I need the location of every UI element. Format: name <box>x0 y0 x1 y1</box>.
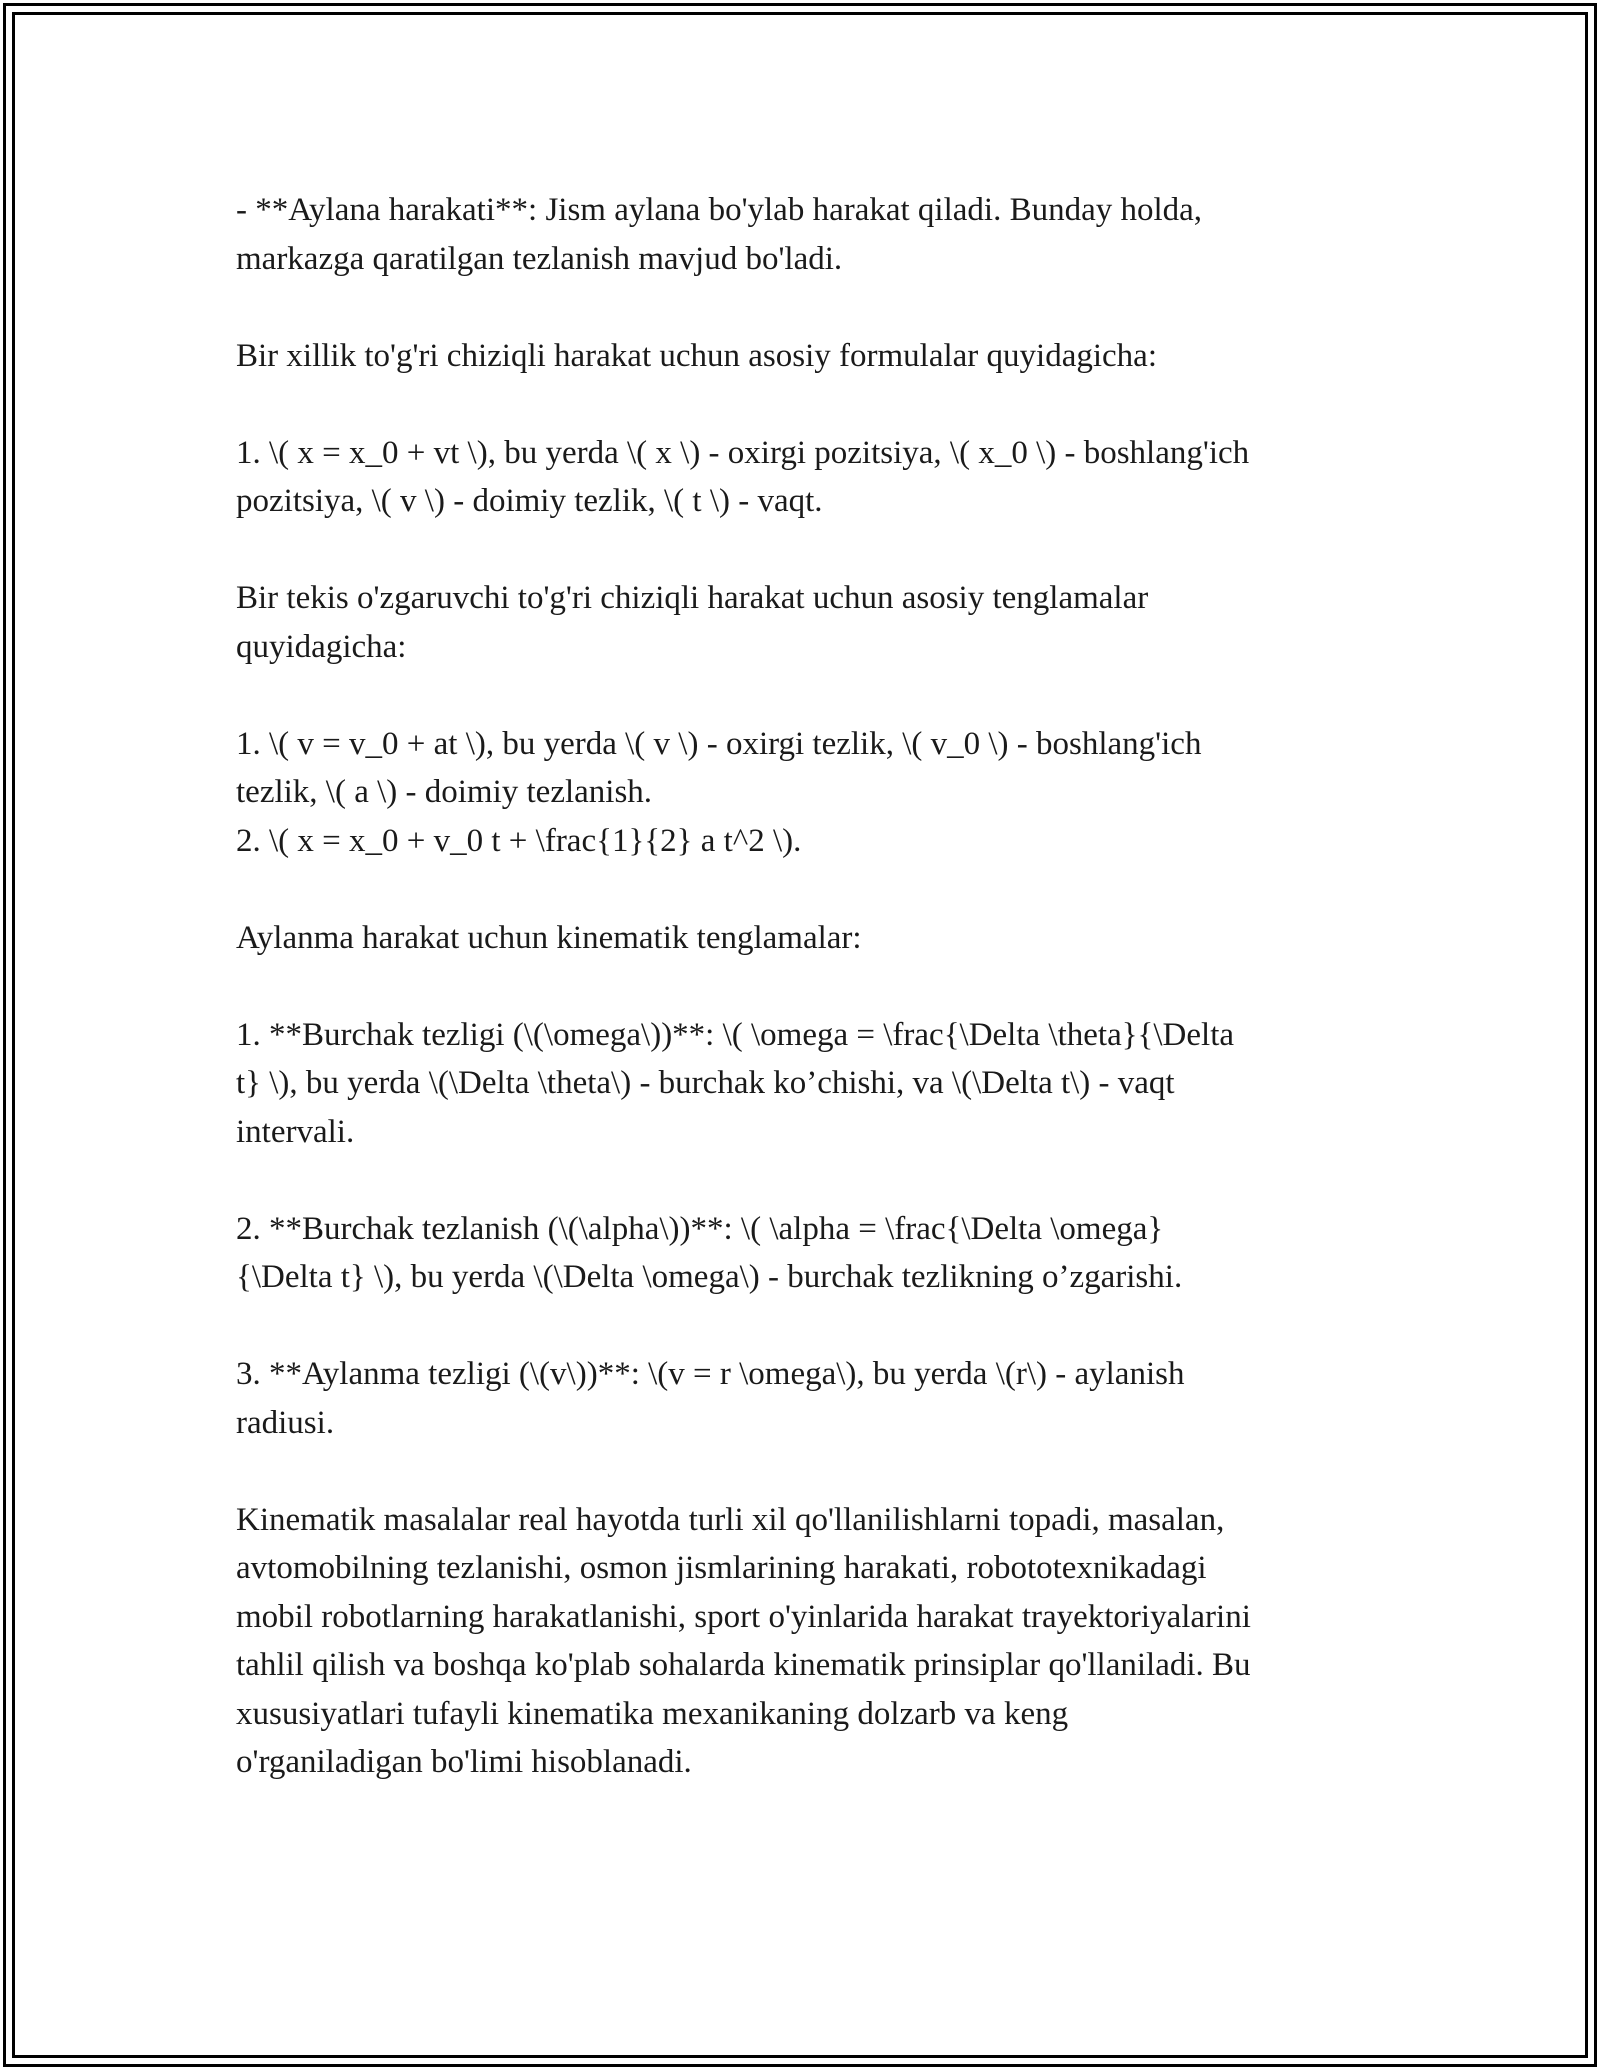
text-line: 2. \( x = x_0 + v_0 t + \frac{1}{2} a t^2 \). <box>236 822 802 859</box>
text-line: 1. \( x = x_0 + vt \), bu yerda \( x \) - oxirgi pozitsiya, \( x_0 \) - boshlang'ich <box>236 434 1250 471</box>
paragraph-angular-velocity <box>236 1011 1376 1157</box>
text-line: t} \), bu yerda \(\Delta \theta\) - burchak ko’chishi, va \(\Delta t\) - vaqt <box>236 1065 1175 1101</box>
paragraph-applications <box>236 1496 1376 1787</box>
text-line: {\Delta t} \), bu yerda \(\Delta \omega\) - burchak tezlikning o’zgarishi. <box>236 1259 1183 1295</box>
text-line: avtomobilning tezlanishi, osmon jismlarining harakati, robototexnikadagi <box>236 1550 1207 1586</box>
paragraph-angular-acceleration <box>236 1205 1376 1302</box>
text-line: markazga qaratilgan tezlanish mavjud bo'ladi. <box>236 240 843 277</box>
paragraph-uniform-formula <box>236 429 1376 526</box>
text-line: intervali. <box>236 1113 355 1150</box>
text-line: Bir xillik to'g'ri chiziqli harakat uchun asosiy formulalar quyidagicha: <box>236 337 1157 374</box>
text-line: tezlik, \( a \) - doimiy tezlanish. <box>236 774 653 810</box>
text-line: 2. **Burchak tezlanish (\(\alpha\))**: \( \alpha = \frac{\Delta \omega} <box>236 1210 1164 1247</box>
text-line: mobil robotlarning harakatlanishi, sport o'yinlarida harakat trayektoriyalarini <box>236 1598 1251 1635</box>
paragraph-aylana-harakati <box>236 186 1376 283</box>
text-line: Kinematik masalalar real hayotda turli xil qo'llanilishlarni topadi, masalan, <box>236 1501 1225 1538</box>
text-line: tahlil qilish va boshqa ko'plab sohalarda kinematik prinsiplar qo'llaniladi. Bu <box>236 1647 1251 1683</box>
text-line: radiusi. <box>236 1404 335 1441</box>
text-line: 1. **Burchak tezligi (\(\omega\))**: \( \omega = \frac{\Delta \theta}{\Delta <box>236 1016 1235 1053</box>
text-line: 1. \( v = v_0 + at \), bu yerda \( v \) - oxirgi tezlik, \( v_0 \) - boshlang'ich <box>236 725 1202 762</box>
paragraph-uniform-intro <box>236 332 1376 381</box>
text-line: quyidagicha: <box>236 628 407 665</box>
text-line: o'rganiladigan bo'limi hisoblanadi. <box>236 1744 692 1780</box>
text-line: pozitsiya, \( v \) - doimiy tezlik, \( t \) - vaqt. <box>236 483 823 519</box>
paragraph-accelerated-intro <box>236 574 1376 671</box>
text-line: 3. **Aylanma tezligi (\(v\))**: \(v = r \omega\), bu yerda \(r\) - aylanish <box>236 1356 1185 1392</box>
paragraph-accelerated-formulas <box>236 720 1376 866</box>
text-line: Bir tekis o'zgaruvchi to'g'ri chiziqli harakat uchun asosiy tenglamalar <box>236 580 1149 616</box>
paragraph-linear-speed <box>236 1350 1376 1447</box>
document-body <box>236 186 1376 1787</box>
text-line: - **Aylana harakati**: Jism aylana bo'ylab harakat qiladi. Bunday holda, <box>236 192 1203 228</box>
paragraph-rotational-intro <box>236 914 1376 963</box>
text-line: Aylanma harakat uchun kinematik tenglamalar: <box>236 919 862 956</box>
text-line: xususiyatlari tufayli kinematika mexanikaning dolzarb va keng <box>236 1695 1069 1732</box>
